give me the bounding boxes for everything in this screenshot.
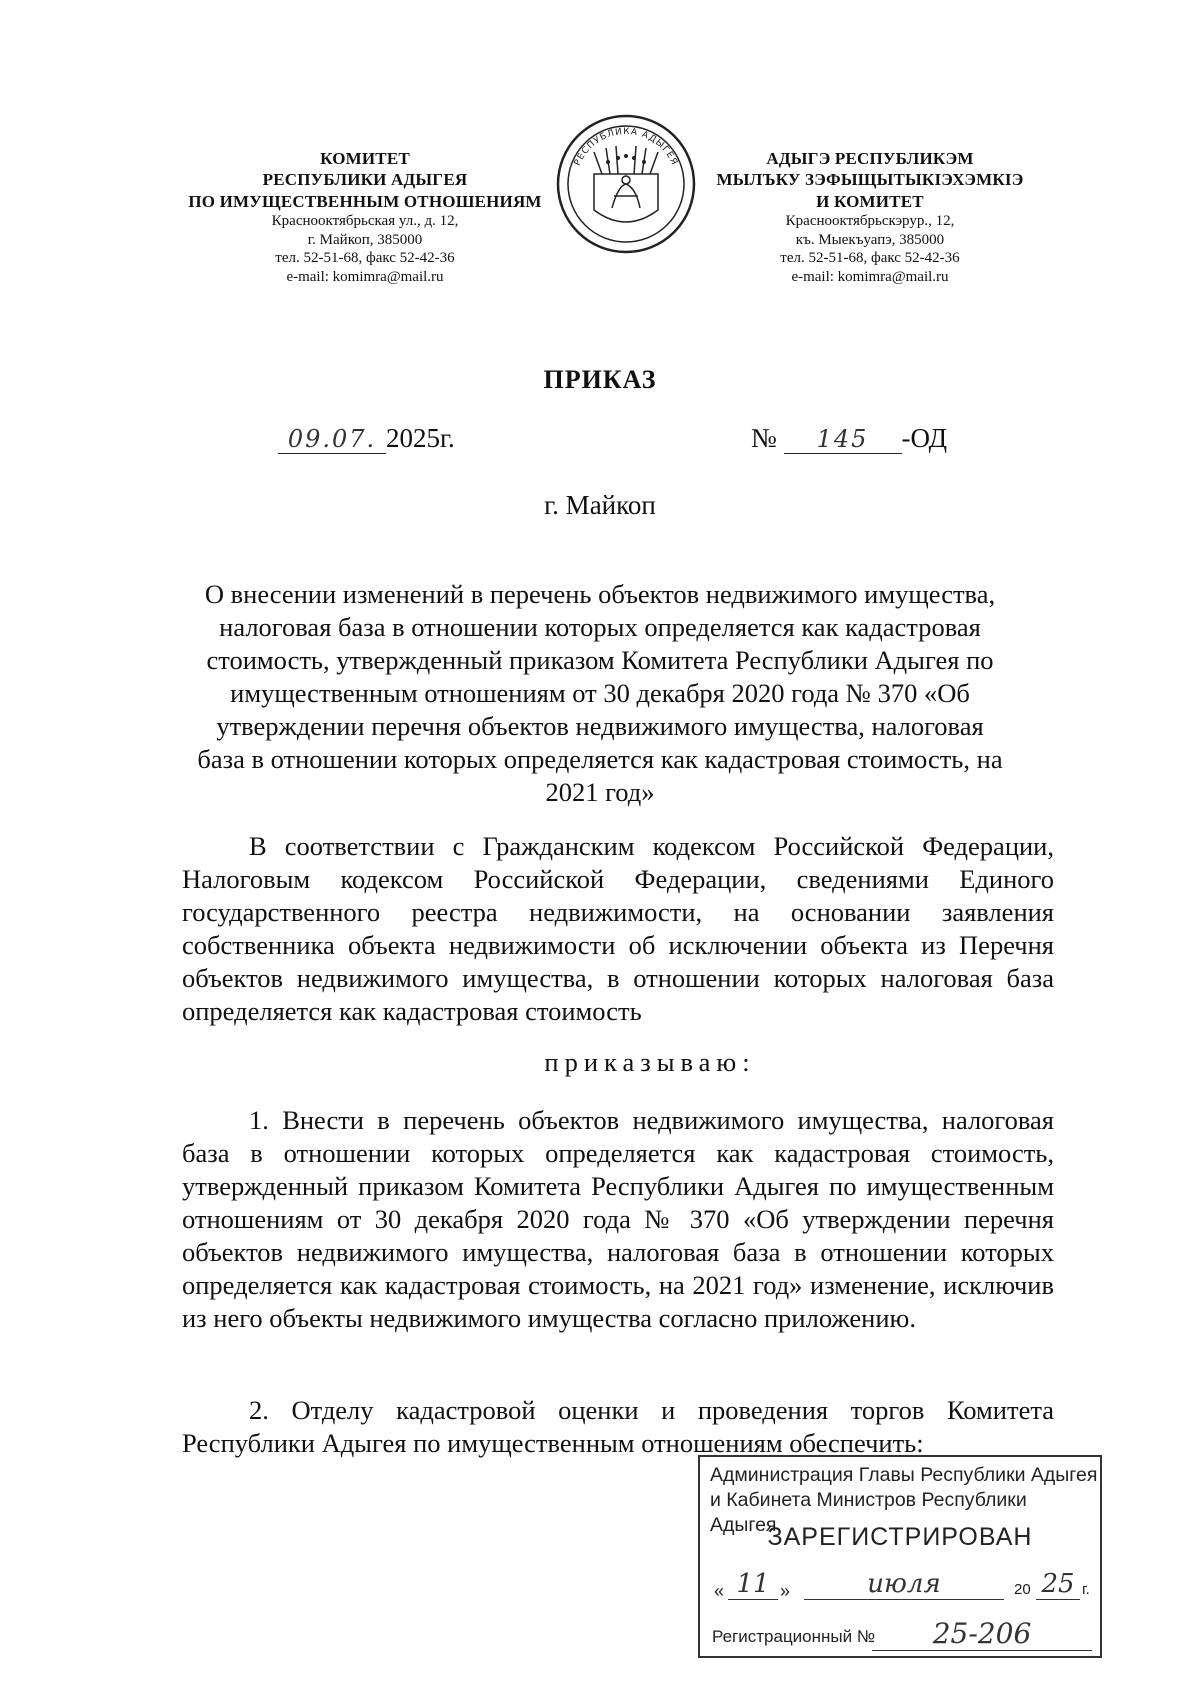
date-handwritten: 09.07. [278,425,386,454]
stamp-reg-number-handwritten: 25-206 [872,1617,1092,1651]
number-suffix: -ОД [901,423,948,453]
header-right-org-line-1: АДЫГЭ РЕСПУБЛИКЭМ [766,149,974,168]
header-left-email: e-mail: komimra@mail.ru [286,269,444,285]
document-number [751,423,947,454]
document-date [278,423,455,454]
header-right-address: Краснооктябрьскэрур., 12, [785,212,955,229]
number-handwritten: 145 [784,425,902,454]
stamp-day-handwritten: 11 [728,1569,778,1600]
header-right-city: къ. Мыекъуапэ, 385000 [795,231,945,248]
registration-stamp [698,1455,1102,1658]
header-right-block [700,148,1040,287]
stamp-date [714,1569,1094,1605]
order-word: приказываю: [544,1047,756,1077]
header-right-email: e-mail: komimra@mail.ru [791,269,949,285]
header-left-block [176,148,554,287]
header-left-city: г. Майкоп, 385000 [307,231,423,248]
number-prefix: № [751,423,777,453]
stamp-year-handwritten: 25 [1036,1569,1080,1600]
order-item-1: 1. Внести в перечень объектов недвижимого имущества, налоговая база в отношении которых определяется как кадастровая стоимость, утвержденный приказом Комитета Республики Адыгея по имущественным отношениям от 30 декабря 2020 года № 370 «Об утверждении перечня объектов недвижимого имущества, налоговая база в отношении которых определяется как кадастровая стоимость, на 2021 год» изменение, исключив из него объекты недвижимого имущества согласно приложению. [182,1105,1054,1333]
header-right-org-line-2: МЫЛЪКУ ЗЭФЫЩЫТЫКIЭХЭМКIЭ [716,170,1024,190]
header-left-phone: тел. 52-51-68, факс 52-42-36 [275,250,455,267]
header-left-address: Краснооктябрьская ул., д. 12, [271,212,459,229]
document-title: ПРИКАЗ [543,365,657,394]
stamp-registration-number [712,1617,1098,1651]
republic-of-adygea-coat-of-arms-icon [554,112,698,256]
stamp-status: ЗАРЕГИСТРИРОВАН [767,1523,1033,1551]
stamp-year-prefix: 20 [1014,1581,1031,1598]
stamp-quote-open: « [714,1581,725,1601]
header-right-org-line-3: И КОМИТЕТ [816,191,924,211]
header-left-org-line-3: ПО ИМУЩЕСТВЕННЫМ ОТНОШЕНИЯМ [188,191,542,211]
header-right-phone: тел. 52-51-68, факс 52-42-36 [780,250,960,267]
header-left-org-line-1: КОМИТЕТ [320,149,410,168]
stamp-reg-label: Регистрационный № [712,1627,876,1646]
stamp-month-handwritten: июля [804,1569,1004,1600]
date-suffix: 2025г. [386,423,455,453]
stamp-org-line-1: Администрация Главы Республики Адыгея [710,1464,1098,1486]
order-item-2: 2. Отделу кадастровой оценки и проведения торгов Комитета Республики Адыгея по имущественным отношениям обеспечить: [182,1395,1054,1458]
stamp-quote-close: » [780,1581,791,1601]
header-left-org-line-2: РЕСПУБЛИКИ АДЫГЕЯ [262,170,468,190]
document-preamble: В соответствии с Гражданским кодексом Российской Федерации, Налоговым кодексом Российской Федерации, сведениями Единого государственного реестра недвижимости, на основании заявления собственника объекта недвижимости об исключении объекта из Перечня объектов недвижимого имущества, в отношении которых налоговая база определяется как кадастровая стоимость [182,831,1054,1026]
stamp-year-suffix: г. [1082,1581,1090,1598]
document-city: г. Майкоп [544,490,656,520]
stamp-org-line-2: и Кабинета Министров Республики Адыгея [710,1489,1027,1536]
document-subject: О внесении изменений в перечень объектов недвижимого имущества, налоговая база в отношении которых определяется как кадастровая стоимость, утвержденный приказом Комитета Республики Адыгея по имущественным отношениям от 30 декабря 2020 года № 370 «Об утверждении перечня объектов недвижимого имущества, налоговая база в отношении которых определяется как кадастровая стоимость, на 2021 год» [197,579,1003,807]
emblem-text: РЕСПУБЛИКА АДЫГЕЯ [572,126,680,168]
